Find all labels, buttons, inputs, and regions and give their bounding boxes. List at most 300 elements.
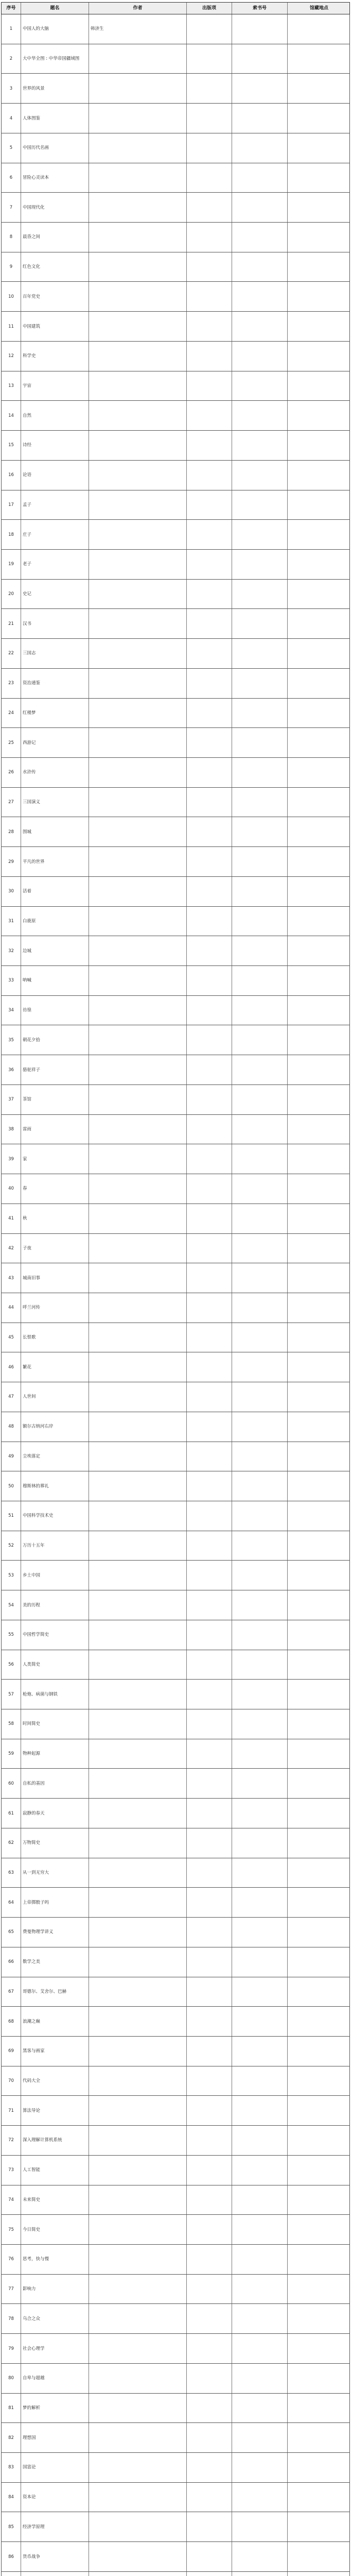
table-row [1, 1709, 350, 1739]
row-title: 中国哲学简史 [21, 1620, 89, 1650]
row-call-number [232, 2512, 288, 2541]
table-row [1, 74, 350, 104]
table-row [1, 193, 350, 223]
table-row [1, 907, 350, 937]
row-no: 82 [2, 2423, 21, 2452]
table-row [1, 1590, 350, 1620]
row-no: 40 [2, 1174, 21, 1204]
row-location [288, 2423, 350, 2452]
row-title: 朝花夕拾 [21, 1025, 89, 1055]
row-location [288, 1263, 350, 1293]
row-publisher [187, 252, 232, 282]
row-author [89, 1323, 187, 1352]
row-location [288, 2334, 350, 2363]
row-author [89, 1620, 187, 1650]
row-call-number [232, 74, 288, 103]
row-title: 平凡的世界 [21, 847, 89, 876]
row-author [89, 788, 187, 817]
row-title: 中国人的大脑 [21, 14, 89, 44]
row-no: 1 [2, 14, 21, 44]
row-publisher [187, 1055, 232, 1084]
row-publisher [187, 401, 232, 430]
row-call-number [232, 401, 288, 430]
row-no: 6 [2, 163, 21, 193]
row-author [89, 2364, 187, 2393]
row-call-number [232, 1977, 288, 2007]
row-title: 万历十五年 [21, 1531, 89, 1561]
row-no: 34 [2, 996, 21, 1025]
row-publisher [187, 2572, 232, 2576]
row-no: 85 [2, 2512, 21, 2541]
row-title: 科学史 [21, 342, 89, 371]
table-row [1, 2275, 350, 2304]
row-location [288, 2007, 350, 2036]
row-location [288, 1501, 350, 1531]
row-call-number [232, 1501, 288, 1531]
row-title: 家 [21, 1144, 89, 1174]
table-row [1, 282, 350, 312]
row-no: 47 [2, 1382, 21, 1412]
table-header [1, 2, 350, 14]
row-author [89, 1352, 187, 1382]
row-call-number [232, 342, 288, 371]
row-publisher [187, 1977, 232, 2007]
row-publisher [187, 1323, 232, 1352]
row-no: 32 [2, 936, 21, 965]
row-title: 社会心理学 [21, 2334, 89, 2363]
table-row [1, 1382, 350, 1412]
row-call-number [232, 550, 288, 579]
row-title: 西游记 [21, 728, 89, 757]
row-publisher [187, 1025, 232, 1055]
row-location [288, 1442, 350, 1471]
row-author [89, 2126, 187, 2155]
row-author [89, 1828, 187, 1858]
row-publisher [187, 728, 232, 757]
row-no: 51 [2, 1501, 21, 1531]
row-publisher [187, 996, 232, 1025]
row-location [288, 2037, 350, 2066]
row-no: 16 [2, 461, 21, 490]
row-location [288, 193, 350, 222]
row-publisher [187, 1412, 232, 1442]
row-author [89, 1144, 187, 1174]
table-row [1, 2245, 350, 2275]
row-location [288, 2066, 350, 2096]
row-no: 27 [2, 788, 21, 817]
table-row [1, 1918, 350, 1947]
row-no: 58 [2, 1709, 21, 1739]
row-location [288, 1293, 350, 1323]
header-no: 序号 [2, 3, 21, 14]
row-author: 韩济生 [89, 14, 187, 44]
row-publisher [187, 2037, 232, 2066]
row-no: 46 [2, 1352, 21, 1382]
table-row [1, 133, 350, 163]
row-call-number [232, 1799, 288, 1828]
row-call-number [232, 1620, 288, 1650]
table-row [1, 2334, 350, 2364]
row-no: 69 [2, 2037, 21, 2066]
row-no [2, 2572, 21, 2576]
row-no: 59 [2, 1739, 21, 1769]
row-title: 繁花 [21, 1352, 89, 1382]
row-title: 活着 [21, 877, 89, 906]
row-author [89, 2245, 187, 2274]
row-title: 额尔古纳河右岸 [21, 1412, 89, 1442]
row-title: 哥德尔、艾舍尔、巴赫 [21, 1977, 89, 2007]
row-title [21, 2572, 89, 2576]
row-no: 84 [2, 2483, 21, 2512]
row-publisher [187, 2542, 232, 2571]
row-title: 呼兰河传 [21, 1293, 89, 1323]
row-title: 代码大全 [21, 2066, 89, 2096]
table-row [1, 490, 350, 520]
row-author [89, 2066, 187, 2096]
row-title: 理想国 [21, 2423, 89, 2452]
row-no: 17 [2, 490, 21, 520]
table-row [1, 817, 350, 847]
table-row [1, 1680, 350, 1709]
row-author [89, 1263, 187, 1293]
row-title: 红色文化 [21, 252, 89, 282]
row-location [288, 966, 350, 995]
row-author [89, 1947, 187, 1977]
row-title: 百年党史 [21, 282, 89, 311]
row-no: 2 [2, 44, 21, 74]
row-call-number [232, 1561, 288, 1590]
row-title: 影响力 [21, 2275, 89, 2304]
row-location [288, 490, 350, 520]
row-location [288, 2215, 350, 2244]
table-row [1, 609, 350, 639]
row-call-number [232, 520, 288, 549]
row-no: 23 [2, 669, 21, 698]
row-author [89, 996, 187, 1025]
row-no: 5 [2, 133, 21, 163]
row-publisher [187, 461, 232, 490]
row-title: 浪潮之巅 [21, 2007, 89, 2036]
row-no: 80 [2, 2364, 21, 2393]
row-no: 50 [2, 1471, 21, 1501]
row-call-number [232, 936, 288, 965]
row-publisher [187, 669, 232, 698]
row-title: 算法导论 [21, 2096, 89, 2125]
row-title: 大中华全图 : 中华帝国疆域图 [21, 44, 89, 74]
table-row [1, 1769, 350, 1799]
table-row [1, 2483, 350, 2513]
row-location [288, 2096, 350, 2125]
row-location [288, 996, 350, 1025]
row-title: 雷雨 [21, 1115, 89, 1144]
table-row [1, 2512, 350, 2542]
table-row [1, 520, 350, 550]
row-author [89, 2037, 187, 2066]
row-author [89, 461, 187, 490]
row-call-number [232, 461, 288, 490]
row-location [288, 252, 350, 282]
row-no: 75 [2, 2215, 21, 2244]
row-call-number [232, 2156, 288, 2185]
row-author [89, 1531, 187, 1561]
row-call-number [232, 1115, 288, 1144]
row-call-number [232, 1323, 288, 1352]
row-no: 29 [2, 847, 21, 876]
row-call-number [232, 699, 288, 728]
row-no: 68 [2, 2007, 21, 2036]
row-call-number [232, 639, 288, 668]
row-no: 78 [2, 2304, 21, 2333]
row-author [89, 104, 187, 133]
row-title: 白鹿原 [21, 907, 89, 936]
row-call-number [232, 1947, 288, 1977]
row-call-number [232, 1352, 288, 1382]
table-row [1, 342, 350, 371]
header-location: 馆藏地点 [309, 6, 328, 11]
row-call-number [232, 877, 288, 906]
row-title: 围城 [21, 817, 89, 846]
row-location [288, 609, 350, 638]
row-location [288, 2542, 350, 2571]
table-row [1, 1888, 350, 1918]
row-author [89, 1977, 187, 2007]
row-location [288, 1412, 350, 1442]
row-author [89, 2453, 187, 2482]
row-no: 41 [2, 1204, 21, 1233]
row-no: 35 [2, 1025, 21, 1055]
row-author [89, 2334, 187, 2363]
table-row [1, 2156, 350, 2185]
table-row [1, 1620, 350, 1650]
row-author [89, 907, 187, 936]
row-location [288, 1739, 350, 1769]
row-call-number [232, 1085, 288, 1114]
row-location [288, 1828, 350, 1858]
row-no: 15 [2, 431, 21, 460]
row-publisher [187, 1799, 232, 1828]
row-location [288, 1352, 350, 1382]
row-call-number [232, 1471, 288, 1501]
table-row [1, 1442, 350, 1472]
row-location [288, 2185, 350, 2215]
row-location [288, 431, 350, 460]
row-no: 54 [2, 1590, 21, 1620]
row-author [89, 936, 187, 965]
row-title: 未来简史 [21, 2185, 89, 2215]
row-publisher [187, 312, 232, 341]
row-title: 三国志 [21, 639, 89, 668]
row-location [288, 699, 350, 728]
row-location [288, 817, 350, 846]
row-publisher [187, 1234, 232, 1263]
row-location [288, 1620, 350, 1650]
row-location [288, 669, 350, 698]
row-location [288, 1561, 350, 1590]
row-publisher [187, 550, 232, 579]
row-author [89, 282, 187, 311]
row-publisher [187, 223, 232, 252]
row-no: 72 [2, 2126, 21, 2155]
row-call-number [232, 1055, 288, 1084]
row-author [89, 1293, 187, 1323]
row-location [288, 1055, 350, 1084]
table-row [1, 788, 350, 818]
table-row [1, 2364, 350, 2394]
row-author [89, 1234, 187, 1263]
row-author [89, 1174, 187, 1204]
row-publisher [187, 1620, 232, 1650]
row-location [288, 44, 350, 74]
row-no: 38 [2, 1115, 21, 1144]
row-no: 33 [2, 966, 21, 995]
row-publisher [187, 1442, 232, 1471]
row-publisher [187, 966, 232, 995]
row-location [288, 1590, 350, 1620]
row-title: 自然 [21, 401, 89, 430]
row-title: 论语 [21, 461, 89, 490]
row-call-number [232, 728, 288, 757]
table-row [1, 14, 350, 44]
row-title: 骆驼祥子 [21, 1055, 89, 1084]
row-author [89, 1918, 187, 1947]
row-call-number [232, 1204, 288, 1233]
row-title: 思考，快与慢 [21, 2245, 89, 2274]
row-call-number [232, 2423, 288, 2452]
row-publisher [187, 1680, 232, 1709]
row-call-number [232, 2364, 288, 2393]
row-publisher [187, 1739, 232, 1769]
row-title: 呐喊 [21, 966, 89, 995]
table-row [1, 1799, 350, 1828]
table-row [1, 1025, 350, 1055]
row-title: 人体图鉴 [21, 104, 89, 133]
table-row [1, 1531, 350, 1561]
row-no: 22 [2, 639, 21, 668]
row-publisher [187, 282, 232, 311]
row-publisher [187, 1144, 232, 1174]
row-publisher [187, 342, 232, 371]
row-publisher [187, 14, 232, 44]
row-no: 74 [2, 2185, 21, 2215]
row-author [89, 2483, 187, 2512]
row-title: 资治通鉴 [21, 669, 89, 698]
row-publisher [187, 2215, 232, 2244]
row-title: 美的历程 [21, 1590, 89, 1620]
row-location [288, 1650, 350, 1680]
row-call-number [232, 2275, 288, 2304]
row-no: 55 [2, 1620, 21, 1650]
table-row [1, 1144, 350, 1174]
row-no: 18 [2, 520, 21, 549]
row-no: 37 [2, 1085, 21, 1114]
row-author [89, 877, 187, 906]
row-location [288, 2364, 350, 2393]
row-no: 67 [2, 1977, 21, 2007]
row-location [288, 639, 350, 668]
row-author [89, 2423, 187, 2452]
row-publisher [187, 1531, 232, 1561]
row-publisher [187, 1293, 232, 1323]
row-author [89, 490, 187, 520]
row-call-number [232, 609, 288, 638]
row-call-number [232, 2096, 288, 2125]
row-publisher [187, 2066, 232, 2096]
row-no: 64 [2, 1888, 21, 1917]
row-publisher [187, 1709, 232, 1739]
header-call-number: 索书号 [232, 3, 288, 14]
row-no: 26 [2, 758, 21, 787]
row-call-number [232, 1144, 288, 1174]
row-location [288, 401, 350, 430]
row-publisher [187, 2364, 232, 2393]
row-location [288, 907, 350, 936]
row-title: 今日简史 [21, 2215, 89, 2244]
table-row [1, 728, 350, 758]
row-no: 45 [2, 1323, 21, 1352]
row-title: 史记 [21, 580, 89, 609]
table-row [1, 2394, 350, 2424]
row-no: 83 [2, 2453, 21, 2482]
row-publisher [187, 1204, 232, 1233]
row-author [89, 609, 187, 638]
row-author [89, 1590, 187, 1620]
row-location [288, 1144, 350, 1174]
row-author [89, 1650, 187, 1680]
row-publisher [187, 580, 232, 609]
row-call-number [232, 14, 288, 44]
row-author [89, 1055, 187, 1084]
table-row [1, 44, 350, 74]
row-publisher [187, 1947, 232, 1977]
row-call-number [232, 1918, 288, 1947]
table-row [1, 1115, 350, 1145]
row-call-number [232, 371, 288, 401]
row-call-number [232, 1382, 288, 1412]
table-row [1, 2423, 350, 2453]
row-author [89, 728, 187, 757]
row-no: 57 [2, 1680, 21, 1709]
row-publisher [187, 1769, 232, 1798]
row-call-number [232, 1442, 288, 1471]
table-row [1, 2185, 350, 2215]
row-title: 茶馆 [21, 1085, 89, 1114]
row-author [89, 847, 187, 876]
row-title: 三国演义 [21, 788, 89, 817]
row-no: 9 [2, 252, 21, 282]
row-location [288, 877, 350, 906]
row-title: 国富论 [21, 2453, 89, 2482]
table-row [1, 1293, 350, 1323]
row-publisher [187, 1471, 232, 1501]
table-row [1, 758, 350, 788]
row-title: 长恨歌 [21, 1323, 89, 1352]
row-location [288, 936, 350, 965]
row-no: 12 [2, 342, 21, 371]
row-location [288, 758, 350, 787]
row-call-number [232, 312, 288, 341]
row-no: 11 [2, 312, 21, 341]
row-location [288, 312, 350, 341]
row-title: 乡土中国 [21, 1561, 89, 1590]
row-location [288, 2453, 350, 2482]
row-publisher [187, 1085, 232, 1114]
table-row [1, 431, 350, 461]
row-author [89, 669, 187, 698]
table-row [1, 1471, 350, 1501]
row-author [89, 133, 187, 163]
row-call-number [232, 490, 288, 520]
row-title: 穆斯林的葬礼 [21, 1471, 89, 1501]
